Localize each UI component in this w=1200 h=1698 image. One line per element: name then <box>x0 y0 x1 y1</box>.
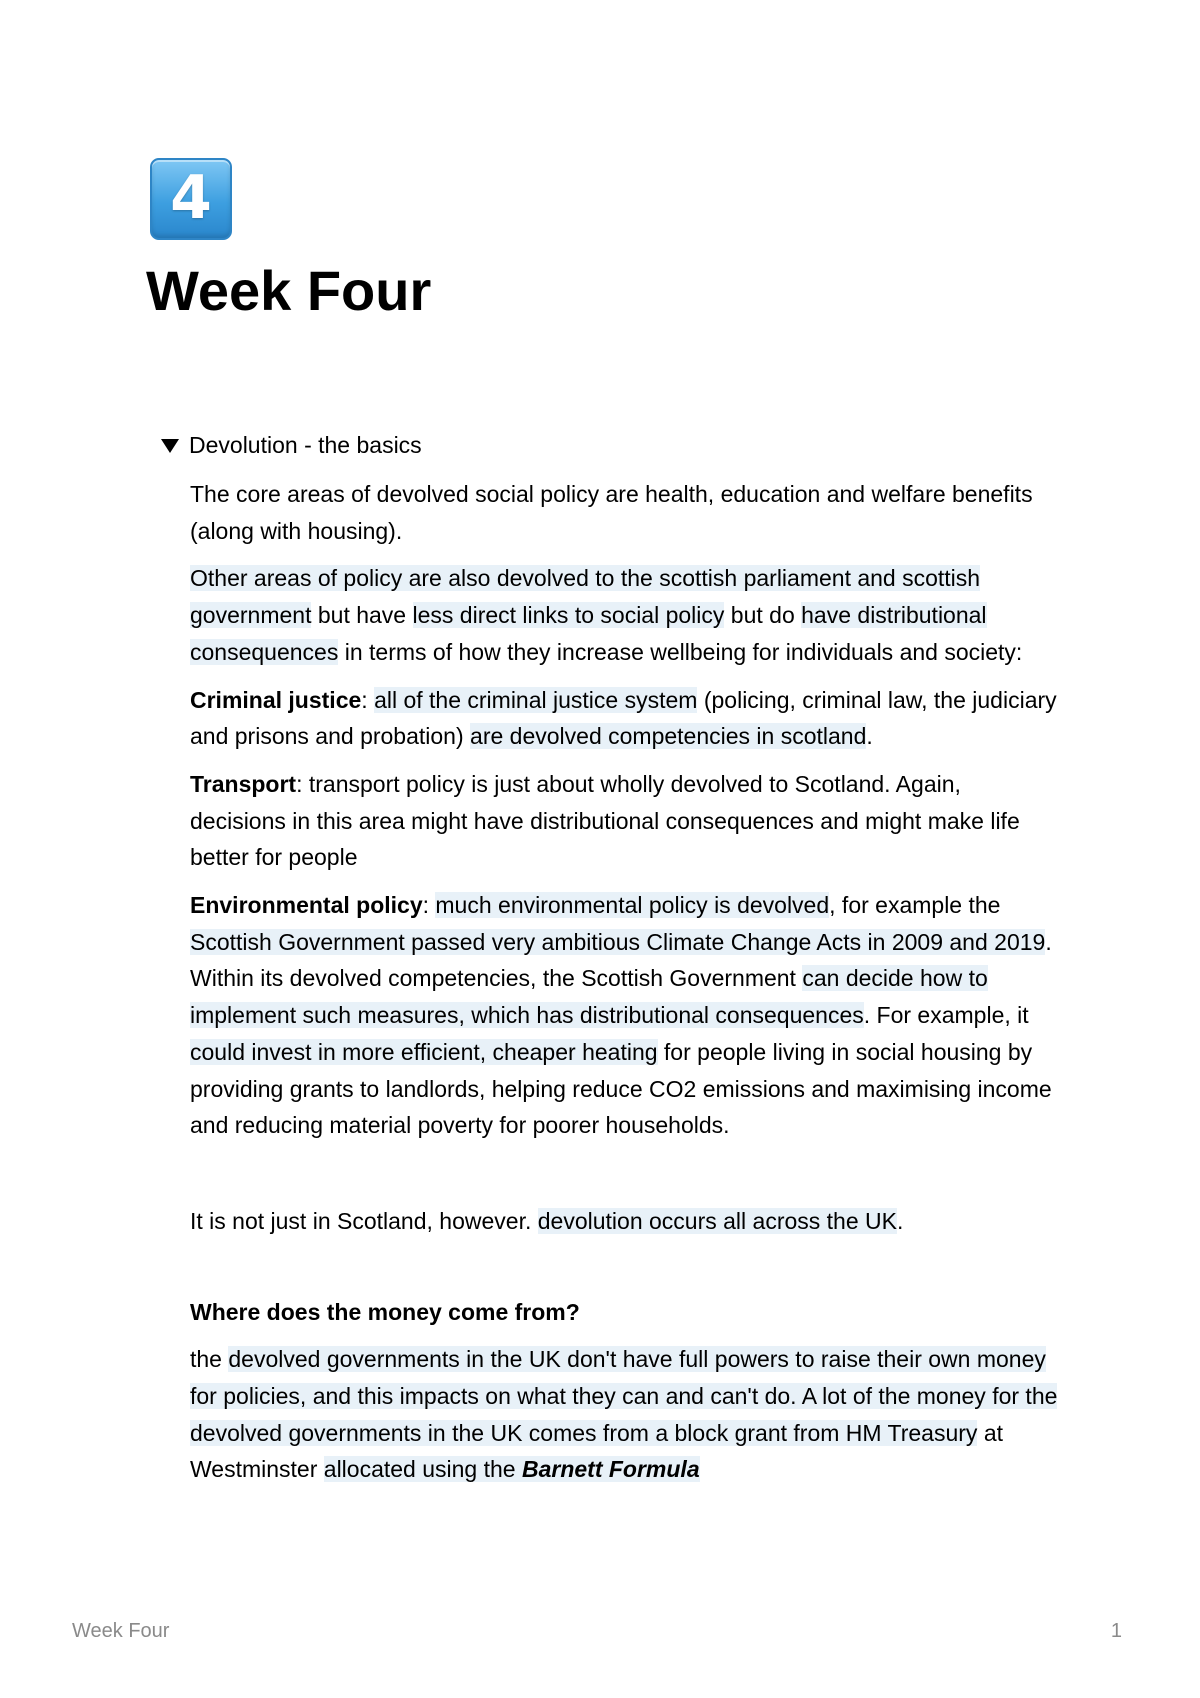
text-run: allocated using the <box>323 1456 522 1483</box>
bold-label: Transport <box>190 770 297 797</box>
toggle-content <box>190 476 1060 1499</box>
text-run: . Within its devolved competencies, the Scottish Government <box>190 928 1052 992</box>
highlight: have distributional consequences <box>190 602 987 665</box>
highlight: all of the criminal justice system <box>374 686 698 713</box>
bold-label: Criminal justice <box>190 686 362 713</box>
footer-title: Week Four <box>72 1620 170 1642</box>
text-run: . <box>866 723 873 750</box>
highlight: much environmental policy is devolved <box>435 892 830 919</box>
bold-heading: Where does the money come from? <box>190 1298 580 1325</box>
text-run: the <box>190 1346 229 1373</box>
toggle-header[interactable] <box>161 428 1041 462</box>
text-run: . <box>896 1207 904 1234</box>
text-run: : transport policy is just about wholly devolved to Scotland. Again, decisions in this area might have distributional consequences and might make life better for people <box>190 770 1020 871</box>
text-run: It is not just in Scotland, however. <box>190 1207 538 1234</box>
paragraph-money <box>190 1341 1060 1488</box>
triangle-down-icon[interactable] <box>161 439 179 453</box>
paragraph-environmental-policy <box>190 887 1060 1144</box>
toggle-block <box>161 428 1041 462</box>
toggle-label: Devolution - the basics <box>189 432 422 458</box>
text-run: (policing, criminal law, the judiciary and prisons and probation) <box>190 686 1057 750</box>
text-run: in terms of how they increase wellbeing for individuals and society: <box>338 638 1023 665</box>
highlight: are devolved competencies in scotland <box>470 723 867 750</box>
section-heading-money <box>190 1294 1060 1331</box>
highlight: devolution occurs all across the UK <box>537 1207 897 1234</box>
text-run: for people living in social housing by providing grants to landlords, helping reduce CO2 emissions and maximising income and reducing material poverty for poorer households. <box>190 1038 1052 1139</box>
highlight: Scottish Government passed very ambitious Climate Change Acts in 2009 and 2019 <box>190 928 1046 955</box>
text-run: : <box>361 686 375 713</box>
keycap-four-glyph: 4 <box>170 163 212 233</box>
spacer <box>190 1251 1060 1294</box>
text-run: but do <box>724 602 802 629</box>
text-run: , for example the <box>829 892 1001 919</box>
text-run: but have <box>311 602 413 629</box>
bold-label: Environmental policy <box>190 892 423 919</box>
paragraph-across-uk <box>190 1203 1060 1240</box>
highlight: less direct links to social policy <box>412 602 725 629</box>
highlight: devolved governments in the UK don't have full powers to raise their own money for policies, and this impacts on what they can and can't do. A lot of the money for the devolved governments in the UK comes from a block grant from HM Treasury <box>190 1346 1058 1446</box>
page-number: 1 <box>1110 1620 1122 1642</box>
text-run: at Westminster <box>190 1419 1004 1483</box>
page-title: Week Four <box>146 259 432 322</box>
spacer <box>190 1155 1060 1203</box>
paragraph-criminal-justice <box>190 682 1060 755</box>
highlight: could invest in more efficient, cheaper heating <box>190 1038 658 1065</box>
bold-italic-term: Barnett Formula <box>521 1456 700 1483</box>
keycap-four-icon <box>150 158 232 240</box>
text-run: . For example, it <box>863 1002 1029 1029</box>
highlight: can decide how to implement such measures, which has distributional consequences <box>190 965 988 1029</box>
highlight <box>324 1456 700 1482</box>
highlight: Other areas of policy are also devolved to the scottish parliament and scottish government <box>190 565 981 629</box>
paragraph-other-areas <box>190 560 1060 670</box>
paragraph-core-areas: The core areas of devolved social policy are health, education and welfare benefits (along with housing). <box>190 481 1033 544</box>
paragraph-transport <box>190 766 1060 876</box>
text-run: : <box>422 892 436 919</box>
